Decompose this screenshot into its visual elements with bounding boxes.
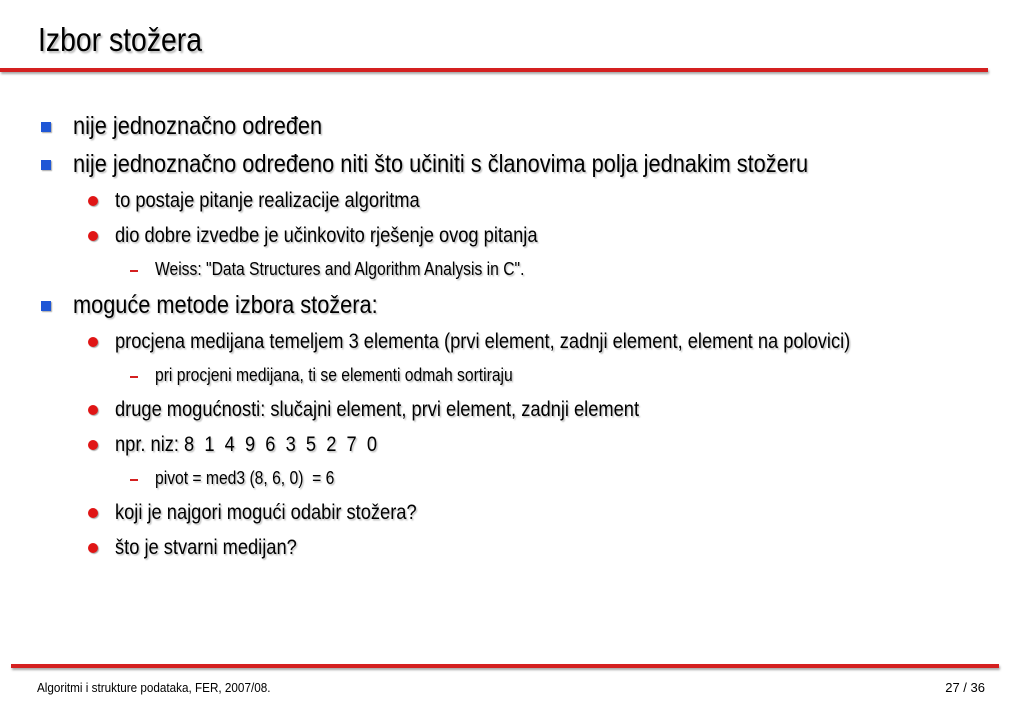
circle-bullet-icon (88, 508, 98, 518)
sub-bullet-text: koji je najgori mogući odabir stožera? (115, 501, 417, 524)
sub-sub-bullet-text: pri procjeni medijana, ti se elementi odmah sortiraju (155, 365, 513, 385)
sub-bullet-text: što je stvarni medijan? (115, 536, 297, 559)
footer-course-label: Algoritmi i strukture podataka, FER, 2007/08. (37, 680, 271, 695)
sub-bullet-item (40, 221, 1010, 250)
sub-bullet-item (40, 395, 1010, 424)
sub-sub-bullet-item (40, 256, 1010, 282)
square-bullet-icon (41, 160, 51, 170)
sub-bullet-text: npr. niz: 8 1 4 9 6 3 5 2 7 0 (115, 433, 378, 456)
square-bullet-icon (41, 301, 51, 311)
circle-bullet-icon (88, 231, 98, 241)
square-bullet-icon (41, 122, 51, 132)
circle-bullet-icon (88, 405, 98, 415)
sub-bullet-text: dio dobre izvedbe je učinkovito rješenje ovog pitanja (115, 224, 538, 247)
sub-sub-bullet-text: Weiss: "Data Structures and Algorithm Analysis in C". (155, 259, 525, 279)
circle-bullet-icon (88, 337, 98, 347)
circle-bullet-icon (88, 440, 98, 450)
bullet-item (40, 289, 1010, 322)
circle-bullet-icon (88, 543, 98, 553)
sub-sub-bullet-text: pivot = med3 (8, 6, 0) = 6 (155, 468, 335, 488)
footer-divider (11, 664, 999, 668)
bullet-text: nije jednoznačno određeno niti što učiniti s članovima polja jednakim stožeru (73, 150, 809, 178)
dash-bullet-icon (130, 376, 138, 378)
title-divider (0, 68, 988, 72)
sub-sub-bullet-item (40, 465, 1010, 491)
bullet-text: nije jednoznačno određen (73, 112, 323, 140)
page-number: 27 / 36 (945, 680, 985, 695)
sub-sub-bullet-item (40, 362, 1010, 388)
sub-bullet-text: procjena medijana temeljem 3 elementa (prvi element, zadnji element, element na polovici) (115, 330, 851, 353)
dash-bullet-icon (130, 479, 138, 481)
slide-title: Izbor stožera (38, 21, 203, 58)
sub-bullet-item (40, 533, 1010, 562)
sub-bullet-item (40, 186, 1010, 215)
bullet-item (40, 110, 1010, 143)
bullet-text: moguće metode izbora stožera: (73, 291, 378, 319)
sub-bullet-item (40, 430, 1010, 459)
sub-bullet-item (40, 498, 1010, 527)
sub-bullet-text: to postaje pitanje realizacije algoritma (115, 189, 420, 212)
circle-bullet-icon (88, 196, 98, 206)
bullet-item (40, 148, 1010, 181)
bullet-list (40, 110, 1010, 568)
sub-bullet-text: druge mogućnosti: slučajni element, prvi element, zadnji element (115, 398, 640, 421)
dash-bullet-icon (130, 270, 138, 272)
sub-bullet-item (40, 327, 1010, 356)
